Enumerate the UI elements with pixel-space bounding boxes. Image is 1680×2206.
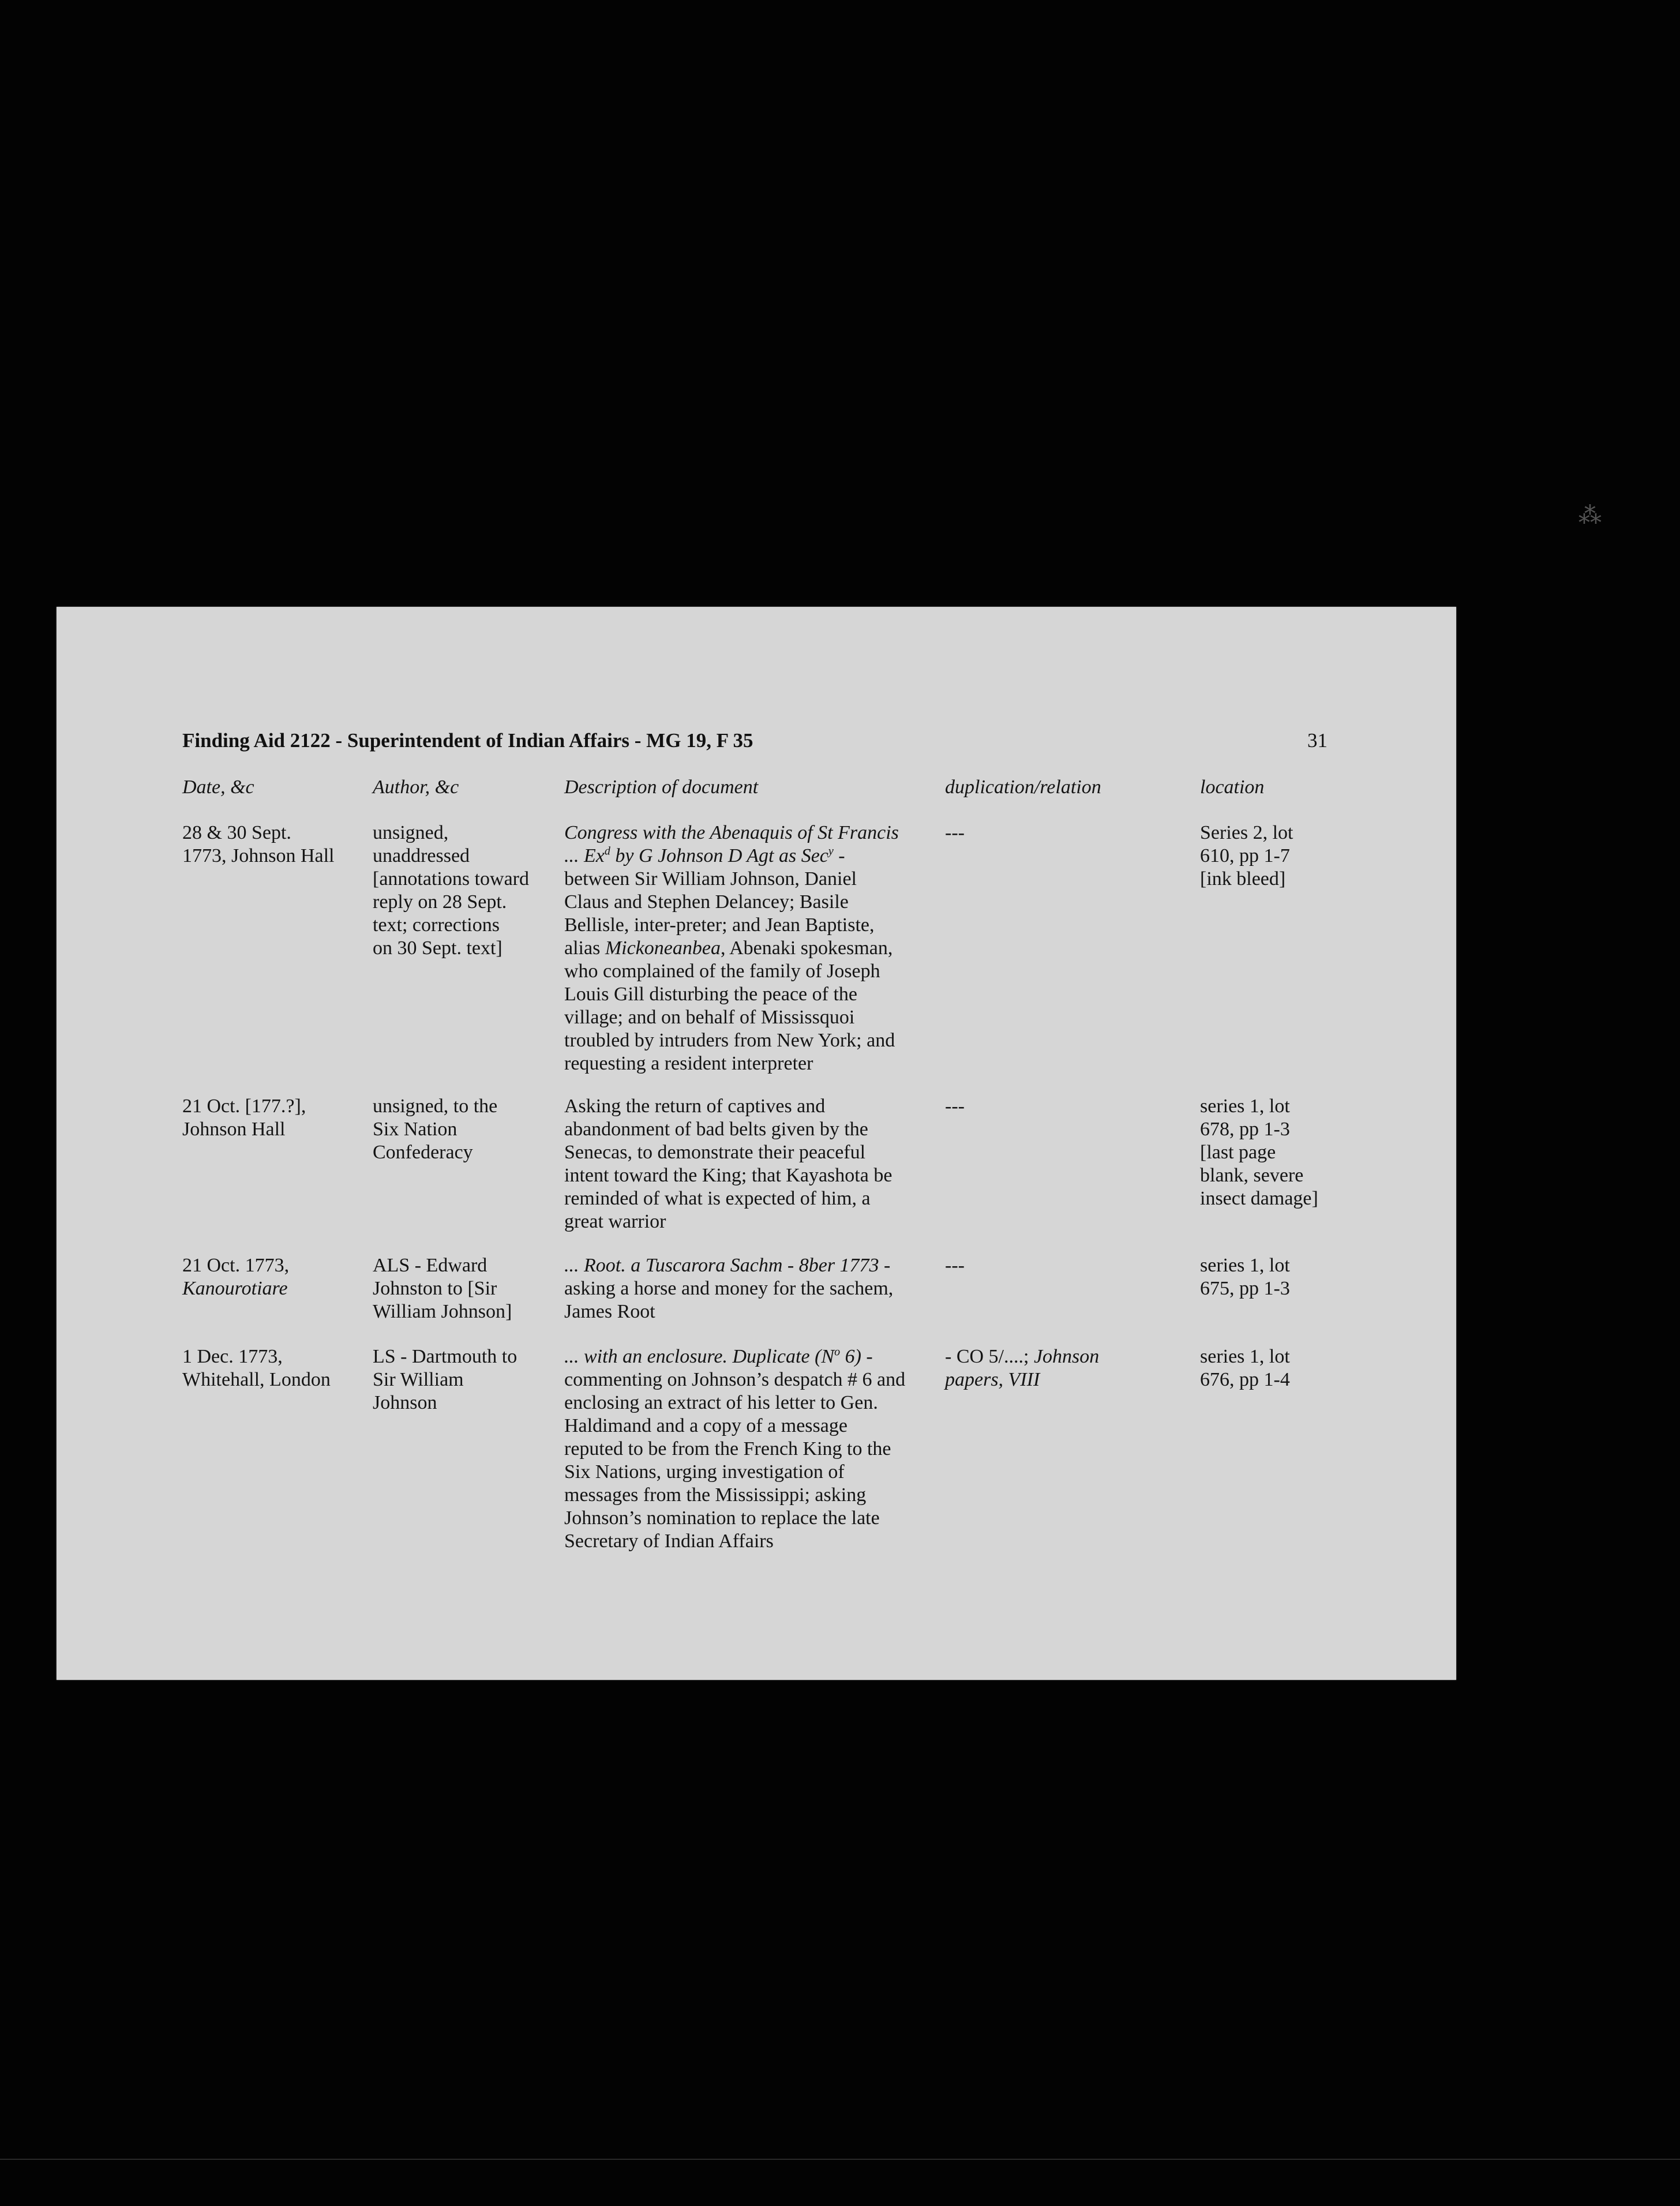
scan-speck-decoration: ⁂ xyxy=(1578,502,1602,528)
row-3-author xyxy=(373,1254,563,1323)
row-3-author-line: William Johnson] xyxy=(373,1301,512,1322)
desc-fragment: 6) - xyxy=(840,1346,873,1367)
row-2-desc-line: intent toward the King; that Kayashota be xyxy=(564,1165,892,1186)
desc-fragment: alias xyxy=(564,937,605,959)
row-4-author-line: Johnson xyxy=(373,1392,437,1413)
desc-fragment: ... Ex xyxy=(564,845,605,866)
row-1-author-line: unaddressed xyxy=(373,845,470,866)
row-1-location-line: [ink bleed] xyxy=(1200,868,1286,890)
row-4-desc-line: commenting on Johnson’s despatch # 6 and xyxy=(564,1369,906,1390)
row-4-location xyxy=(1200,1345,1350,1391)
row-4-date-line: 1 Dec. 1773, xyxy=(182,1346,283,1367)
row-1-desc-line: Congress with the Abenaquis of St Francis xyxy=(564,822,899,843)
row-1-author-line: on 30 Sept. text] xyxy=(373,937,502,959)
row-2-location-line: 678, pp 1-3 xyxy=(1200,1119,1290,1140)
row-3-description xyxy=(564,1254,928,1323)
row-4-desc-line: messages from the Mississippi; asking xyxy=(564,1484,867,1506)
column-heading-location: location xyxy=(1200,776,1265,798)
row-4-desc-line: reputed to be from the French King to the xyxy=(564,1438,891,1460)
row-1-desc-line: who complained of the family of Joseph xyxy=(564,961,880,982)
row-1-date-line: 1773, Johnson Hall xyxy=(182,845,335,866)
superscript: o xyxy=(834,1345,841,1359)
row-3-date-line: Kanourotiare xyxy=(182,1278,288,1299)
column-heading-author: Author, &c xyxy=(373,776,459,798)
row-1-duplication: --- xyxy=(945,822,965,843)
row-1-author xyxy=(373,821,563,960)
row-1-description xyxy=(564,821,928,1075)
row-1-author-line: text; corrections xyxy=(373,914,500,936)
row-1-author-line: unsigned, xyxy=(373,822,449,843)
row-4-author-line: LS - Dartmouth to xyxy=(373,1346,518,1367)
row-4-dup-line xyxy=(945,1345,1187,1368)
row-2-date-line: 21 Oct. [177.?], xyxy=(182,1096,306,1117)
row-1-desc-line: Louis Gill disturbing the peace of the xyxy=(564,984,857,1005)
row-2-date-line: Johnson Hall xyxy=(182,1119,286,1140)
row-2-desc-line: great warrior xyxy=(564,1211,666,1232)
row-2-desc-line: abandonment of bad belts given by the xyxy=(564,1119,868,1140)
row-3-location xyxy=(1200,1254,1350,1300)
desc-fragment: by G Johnson D Agt as Sec xyxy=(610,845,828,866)
row-2-location-line: insect damage] xyxy=(1200,1188,1318,1209)
column-heading-duplication: duplication/relation xyxy=(945,776,1101,798)
row-3-duplication: --- xyxy=(945,1255,965,1276)
row-4-desc-line: Secretary of Indian Affairs xyxy=(564,1530,774,1552)
row-1-desc-line: between Sir William Johnson, Daniel xyxy=(564,868,857,890)
row-2-location-line: blank, severe xyxy=(1200,1165,1304,1186)
row-2-author xyxy=(373,1095,563,1164)
row-2-location xyxy=(1200,1095,1350,1210)
row-2-description xyxy=(564,1095,928,1233)
desc-fragment: Mickoneanbea xyxy=(605,937,721,959)
row-4-location-line: 676, pp 1-4 xyxy=(1200,1369,1290,1390)
row-2-author-line: Six Nation xyxy=(373,1119,457,1140)
page-number: 31 xyxy=(1307,729,1327,752)
page-header-title: Finding Aid 2122 - Superintendent of Indian Affairs - MG 19, F 35 xyxy=(182,729,753,752)
row-1-desc-line: village; and on behalf of Mississquoi xyxy=(564,1007,855,1028)
row-3-location-line: 675, pp 1-3 xyxy=(1200,1278,1290,1299)
row-4-desc-line xyxy=(564,1345,928,1368)
dup-fragment: - CO 5/....; xyxy=(945,1346,1034,1367)
row-4-desc-line: enclosing an extract of his letter to Gen. xyxy=(564,1392,878,1413)
row-1-location-line: Series 2, lot xyxy=(1200,822,1293,843)
row-2-desc-line: Senecas, to demonstrate their peaceful xyxy=(564,1142,866,1163)
row-1-location-line: 610, pp 1-7 xyxy=(1200,845,1290,866)
row-1-author-line: [annotations toward xyxy=(373,868,529,890)
row-1-location xyxy=(1200,821,1350,891)
row-4-desc-line: Johnson’s nomination to replace the late xyxy=(564,1507,880,1529)
row-4-dup-line: papers, VIII xyxy=(945,1369,1040,1390)
row-4-date-line: Whitehall, London xyxy=(182,1369,331,1390)
row-4-duplication xyxy=(945,1345,1187,1391)
row-3-desc-line: ... Root. a Tuscarora Sachm - 8ber 1773 - xyxy=(564,1255,891,1276)
row-3-desc-line: asking a horse and money for the sachem, xyxy=(564,1278,894,1299)
row-2-location-line: [last page xyxy=(1200,1142,1276,1163)
column-heading-date: Date, &c xyxy=(182,776,254,798)
row-1-desc-line xyxy=(564,845,928,868)
row-3-location-line: series 1, lot xyxy=(1200,1255,1290,1276)
row-1-desc-line: troubled by intruders from New York; and xyxy=(564,1030,895,1051)
row-1-desc-line: Bellisle, inter-preter; and Jean Baptiste, xyxy=(564,914,875,936)
row-2-author-line: Confederacy xyxy=(373,1142,473,1163)
row-3-desc-line: James Root xyxy=(564,1301,655,1322)
scan-edge-line xyxy=(0,2159,1680,2160)
row-3-author-line: Johnston to [Sir xyxy=(373,1278,497,1299)
row-1-desc-line: Claus and Stephen Delancey; Basile xyxy=(564,891,849,913)
document-page xyxy=(57,607,1456,1680)
row-2-duplication: --- xyxy=(945,1096,965,1117)
row-1-date xyxy=(182,821,367,868)
row-3-date-line: 21 Oct. 1773, xyxy=(182,1255,290,1276)
row-2-desc-line: Asking the return of captives and xyxy=(564,1096,826,1117)
row-4-location-line: series 1, lot xyxy=(1200,1346,1290,1367)
row-4-author-line: Sir William xyxy=(373,1369,464,1390)
row-4-desc-line: Haldimand and a copy of a message xyxy=(564,1415,847,1436)
row-4-date xyxy=(182,1345,367,1391)
superscript: y xyxy=(828,845,834,858)
row-2-location-line: series 1, lot xyxy=(1200,1096,1290,1117)
row-2-desc-line: reminded of what is expected of him, a xyxy=(564,1188,871,1209)
row-1-desc-line xyxy=(564,937,928,960)
row-1-desc-line: requesting a resident interpreter xyxy=(564,1053,813,1074)
row-2-date xyxy=(182,1095,367,1141)
row-3-author-line: ALS - Edward xyxy=(373,1255,487,1276)
desc-fragment: ... with an enclosure. Duplicate (N xyxy=(564,1346,835,1367)
row-1-author-line: reply on 28 Sept. xyxy=(373,891,507,913)
row-2-author-line: unsigned, to the xyxy=(373,1096,498,1117)
row-4-author xyxy=(373,1345,563,1415)
superscript: d xyxy=(604,845,610,858)
column-heading-description: Description of document xyxy=(564,776,759,798)
row-1-date-line: 28 & 30 Sept. xyxy=(182,822,291,843)
desc-fragment: - xyxy=(833,845,845,866)
row-3-date xyxy=(182,1254,367,1300)
row-4-desc-line: Six Nations, urging investigation of xyxy=(564,1461,845,1483)
row-4-description xyxy=(564,1345,928,1553)
desc-fragment: , Abenaki spokesman, xyxy=(720,937,893,959)
dup-fragment: Johnson xyxy=(1033,1346,1100,1367)
